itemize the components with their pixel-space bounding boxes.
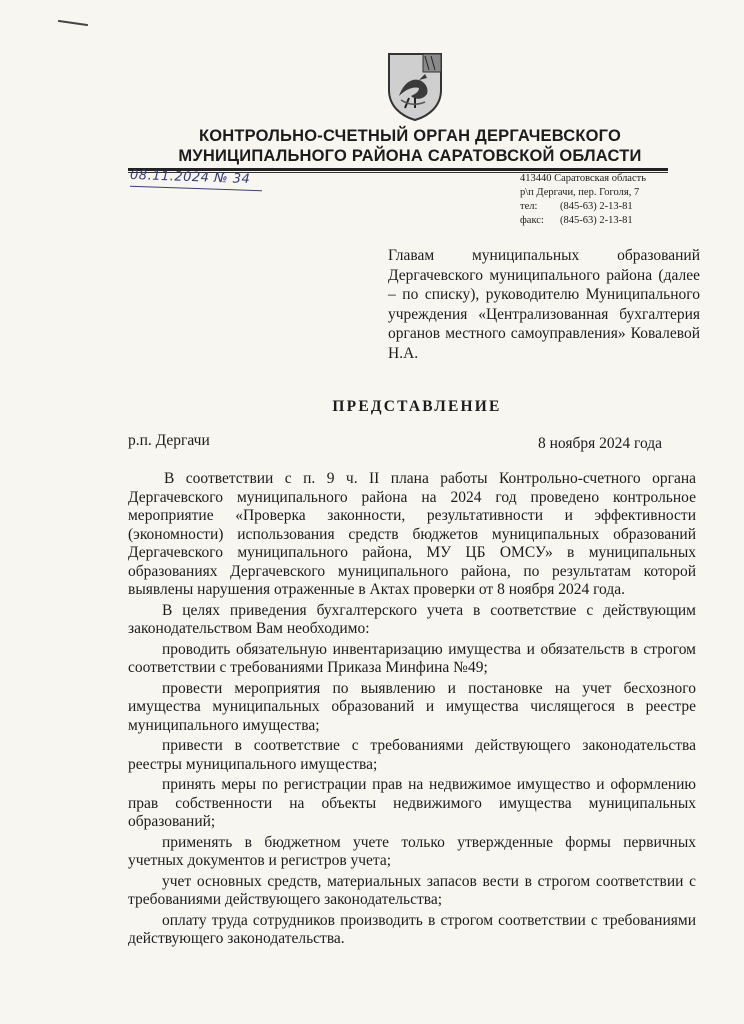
body-paragraph: В соответствии с п. 9 ч. II плана работы Контрольно-счетного органа Дергачевского муниципального района на 2024 год проведено контрольное мероприятие «Проверка законности, результативности и эффективности (экономности) использования средств бюджетов муниципальных образований Дергачевского муниципального района, МУ ЦБ ОМСУ» в муниципальных образованиях Дергачевского муниципального района, по результатам которой выявлены нарушения отраженные в Актах проверки от 8 ноября 2024 года. [128,470,696,598]
body-paragraph: применять в бюджетном учете только утвержденные формы первичных учетных документов и регистров учета; [128,833,696,869]
outgoing-number-handwritten: 08.11.2024 № 34 [129,167,251,188]
document-place: р.п. Дергачи [128,432,210,449]
fax-value: (845-63) 2-13-81 [560,215,633,226]
phone-label: тел: [520,201,538,212]
organization-title-line-2: МУНИЦИПАЛЬНОГО РАЙОНА САРАТОВСКОЙ ОБЛАСТИ [178,147,642,165]
coat-of-arms-icon [385,50,445,122]
body-paragraph: провести мероприятия по выявлению и постановке на учет бесхозного имущества муниципальных образований и имущества числящегося в реестре муниципального имущества; [128,679,696,734]
fax-label: факс: [520,215,544,226]
organization-title [150,126,670,166]
scan-mark [58,20,88,26]
address-fax [520,214,646,228]
document-title: ПРЕДСТАВЛЕНИЕ [332,398,502,415]
address-line-2: р\п Дергачи, пер. Гоголя, 7 [520,187,640,198]
body-paragraph: принять меры по регистрации прав на недвижимое имущество и оформлению прав собственности на объекты недвижимого имущества муниципальных образований; [128,776,696,830]
document-date: 8 ноября 2024 года [538,435,663,452]
body-paragraph: В целях приведения бухгалтерского учета в соответствие с действующим законодательством Вам необходимо: [128,601,696,637]
address-phone [520,200,646,214]
sender-address [520,172,646,228]
recipient-block: Главам муниципальных образований Дергачевского муниципального района (далее – по списку), руководителю Муниципального учреждения «Централизованная бухгалтерия органов местного самоуправления» Ковалевой Н.А. [388,247,700,362]
body-paragraph: привести в соответствие с требованиями действующего законодательства реестры муниципального имущества; [128,737,696,773]
phone-value: (845-63) 2-13-81 [560,201,633,212]
body-paragraph: оплату труда сотрудников производить в строгом соответствии с требованиями действующего законодательства. [128,911,696,947]
organization-title-line-1: КОНТРОЛЬНО-СЧЕТНЫЙ ОРГАН ДЕРГАЧЕВСКОГО [198,127,622,145]
body-paragraph: учет основных средств, материальных запасов вести в строгом соответствии с требованиями действующего законодательства; [128,872,696,908]
address-line-1: 413440 Саратовская область [520,173,647,184]
document-body [128,470,696,951]
body-paragraph: проводить обязательную инвентаризацию имущества и обязательств в строгом соответствии с требованиями Приказа Минфина №49; [128,640,696,676]
